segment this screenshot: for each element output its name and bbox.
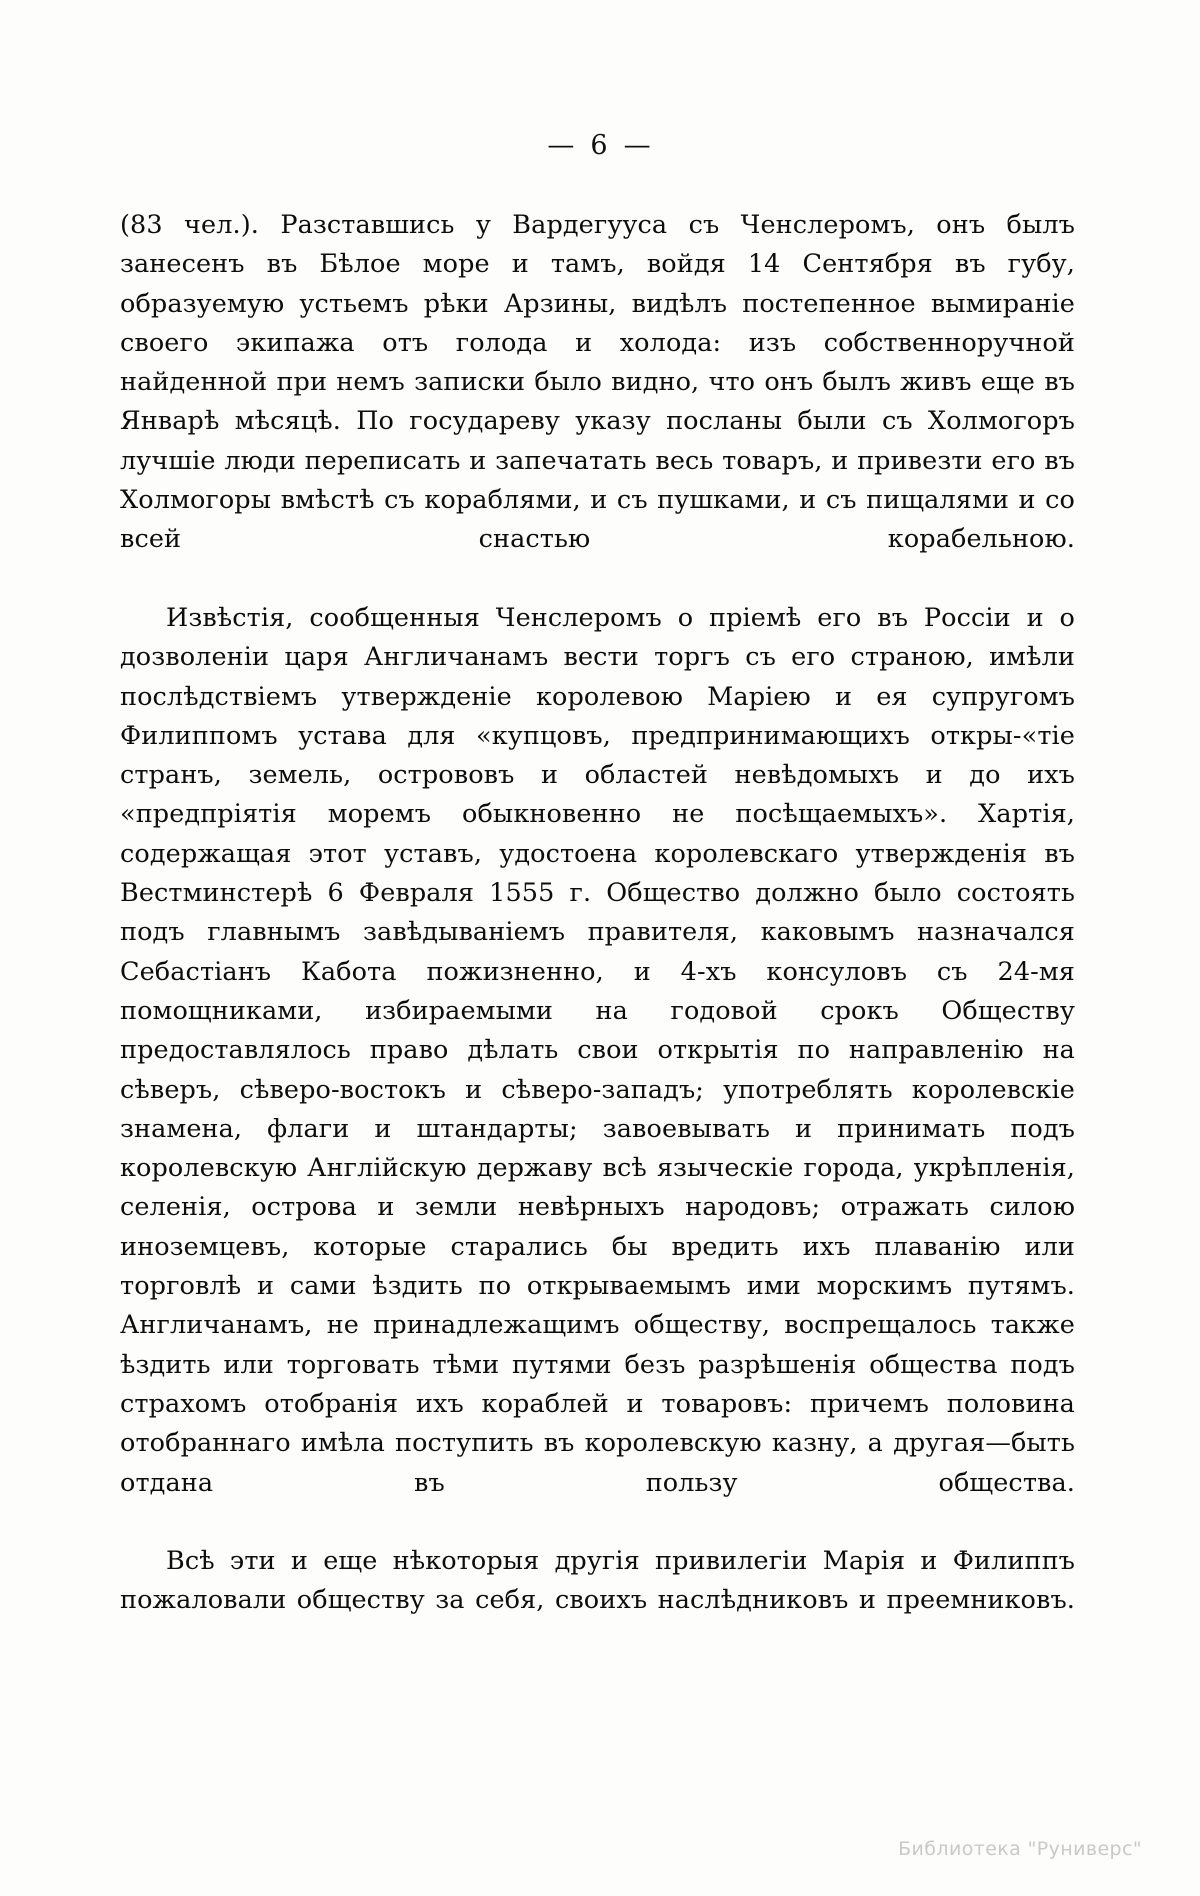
page-number-dash-right: —: [623, 130, 653, 161]
paragraph-3: Всѣ эти и еще нѣкоторыя другія привилегіи Марія и Филиппъ пожаловали обществу за себя, своихъ наслѣдниковъ и преемниковъ.: [120, 1546, 1075, 1616]
page-number-value: 6: [590, 130, 610, 161]
library-watermark: Библиотека "Руниверс": [898, 1838, 1142, 1860]
paragraph-1: (83 чел.). Разставшись у Вардегууса съ Ченслеромъ, онъ былъ занесенъ въ Бѣлое море и тамъ, войдя 14 Сентября въ губу, образуемую устьемъ рѣки Арзины, видѣлъ постепенное вымираніе своего экипажа отъ голода и холода: изъ собственноручной найденной при немъ записки было видно, что онъ былъ живъ еще въ Январѣ мѣсяцѣ. По государеву указу посланы были съ Холмогоръ лучшіе люди переписать и запечатать весь товаръ, и привезти его въ Холмогоры вмѣстѣ съ кораблями, и съ пушками, и съ пищалями и со всей снастью корабельною.: [120, 210, 1075, 555]
page-number-dash-left: —: [547, 130, 577, 161]
body-text: [120, 206, 1075, 1660]
paragraph-2: Извѣстія, сообщенныя Ченслеромъ о пріемѣ его въ Россіи и о дозволеніи царя Англичанамъ вести торгъ съ его страною, имѣли послѣдствіемъ утвержденіе королевою Маріею и ея супругомъ Филиппомъ устава для «купцовъ, предпринимающихъ откры-«тіе странъ, земель, острововъ и областей невѣдомыхъ и до ихъ «предпріятія моремъ обыкновенно не посѣщаемыхъ». Хартія, содержащая этот уставъ, удостоена королевскаго утвержденія въ Вестминстерѣ 6 Февраля 1555 г. Общество должно было состоять подъ главнымъ завѣдываніемъ правителя, каковымъ назначался Себастіанъ Кабота пожизненно, и 4-хъ консуловъ съ 24-мя помощниками, избираемыми на годовой срокъ Обществу предоставлялось право дѣлать свои открытія по направленію на сѣверъ, сѣверо-востокъ и сѣверо-западъ; употреблять королевскіе знамена, флаги и штандарты; завоевывать и принимать подъ королевскую Англійскую державу всѣ языческіе города, укрѣпленія, селенія, острова и земли невѣрныхъ народовъ; отражать силою иноземцевъ, которые старались бы вредить ихъ плаванію или торговлѣ и сами ѣздить по открываемымъ ими морскимъ путямъ. Англичанамъ, не принадлежащимъ обществу, воспрещалось также ѣздить или торговать тѣми путями безъ разрѣшенія общества подъ страхомъ отобранія ихъ кораблей и товаровъ: причемъ половина отобраннаго имѣла поступить въ королевскую казну, а другая—быть отдана въ пользу общества.: [120, 602, 1075, 1498]
page-number: [0, 130, 1200, 161]
